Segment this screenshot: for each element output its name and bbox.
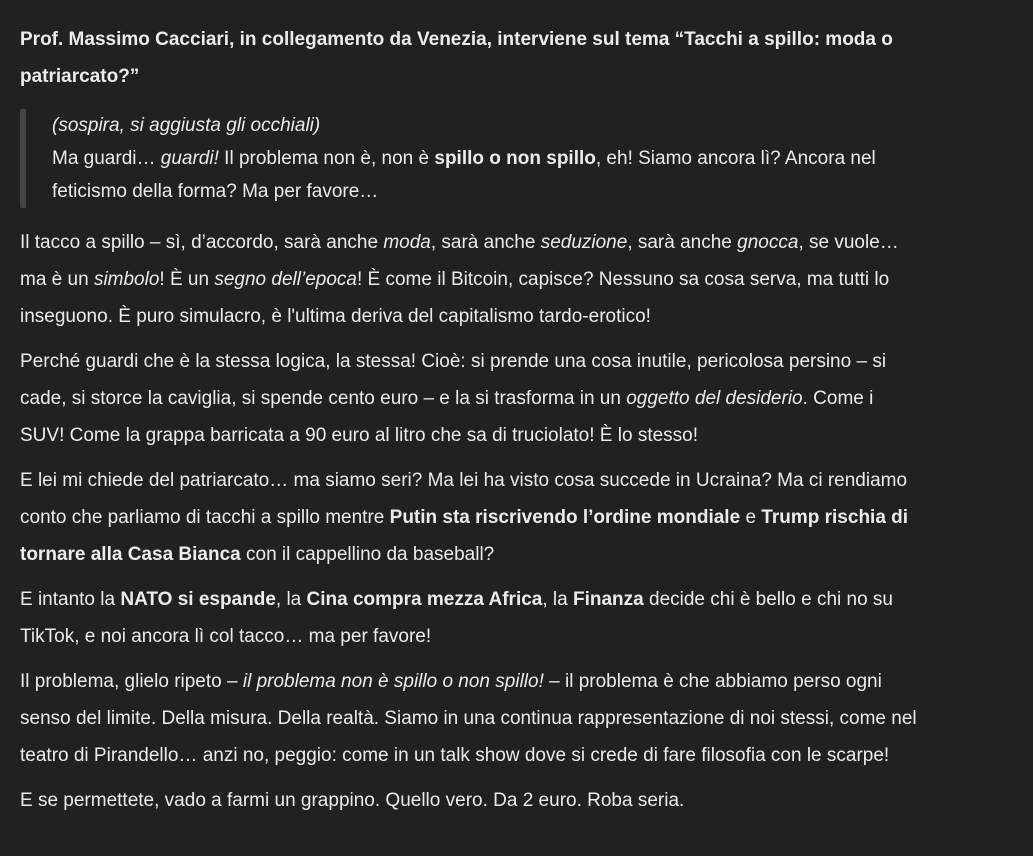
text: conto che parliamo di tacchi a spillo mentre [20,507,390,528]
paragraph-5 [20,663,1033,774]
quote-strong: spillo o non spillo [434,148,596,169]
blockquote [20,109,1033,208]
emphasis: oggetto del desiderio [626,388,803,409]
emphasis: moda [383,232,431,253]
message-heading [20,21,1033,95]
text: , se vuole… [798,232,899,253]
text: , la [275,589,307,610]
strong: Trump rischia di [761,507,909,528]
emphasis: gnocca [737,232,799,253]
paragraph-line: TikTok, e noi ancora lì col tacco… ma per favore! [20,626,432,647]
paragraph-line [20,663,1033,700]
text: , sarà anche [627,232,738,253]
text: Il tacco a spillo – sì, d’accordo, sarà anche [20,232,384,253]
paragraph-line [20,261,1033,298]
emphasis: simbolo [93,269,160,290]
quote-text: Ma guardi… [52,148,161,169]
quote-text: Il problema non è, non è [218,148,435,169]
paragraph-line: E lei mi chiede del patriarcato… ma siamo seri? Ma lei ha visto cosa succede in Ucraina? Ma ci rendiamo [20,470,908,491]
paragraph-line: SUV! Come la grappa barricata a 90 euro al litro che sa di truciolato! È lo stesso! [20,425,699,446]
paragraph-line: Perché guardi che è la stessa logica, la stessa! Cioè: si prende una cosa inutile, pericolosa persino – si [20,351,887,372]
paragraph-2 [20,343,1033,454]
strong: Finanza [572,589,644,610]
text: decide chi è bello e chi no su [643,589,893,610]
paragraph-6 [20,782,1033,819]
paragraph-line [20,536,1033,573]
text: Il problema, glielo ripeto – [20,671,243,692]
quote-text: , eh! Siamo ancora lì? Ancora nel [595,148,876,169]
quote-emphasis: guardi! [160,148,219,169]
paragraph-line [20,380,1033,417]
paragraph-line: teatro di Pirandello… anzi no, peggio: come in un talk show dove si crede di fare filosofia con le scarpe! [20,745,890,766]
text: ! È un [159,269,215,290]
paragraph-line: senso del limite. Della misura. Della realtà. Siamo in una continua rappresentazione di noi stessi, come nel [20,708,917,729]
paragraph-line: inseguono. È puro simulacro, è l'ultima deriva del capitalismo tardo-erotico! [20,306,651,327]
text: cade, si storce la caviglia, si spende cento euro – e la si trasforma in un [20,388,627,409]
text: ! È come il Bitcoin, capisce? Nessuno sa cosa serva, ma tutti lo [356,269,890,290]
paragraph-line: E se permettete, vado a farmi un grappino. Quello vero. Da 2 euro. Roba seria. [20,790,685,811]
paragraph-3 [20,462,1033,573]
text: ma è un [20,269,94,290]
strong: Putin sta riscrivendo l’ordine mondiale [389,507,741,528]
text: – il problema è che abbiamo perso ogni [543,671,882,692]
quote-line-1 [52,142,1033,175]
message-content [20,21,1033,827]
paragraph-line [20,499,1033,536]
strong: Cina compra mezza Africa [306,589,543,610]
paragraph-1 [20,224,1033,335]
text: con il cappellino da baseball? [240,544,495,565]
stage-direction: (sospira, si aggiusta gli occhiali) [52,115,321,136]
text: E intanto la [20,589,121,610]
emphasis: il problema non è spillo o non spillo! [242,671,544,692]
emphasis: segno dell’epoca [214,269,357,290]
strong: tornare alla Casa Bianca [20,544,241,565]
emphasis: seduzione [540,232,628,253]
paragraph-line [20,224,1033,261]
heading-line-2: patriarcato?” [20,66,140,87]
text: . Come i [802,388,874,409]
text: e [740,507,762,528]
text: , la [542,589,573,610]
strong: NATO si espande [120,589,276,610]
heading-line-1: Prof. Massimo Cacciari, in collegamento da Venezia, interviene sul tema “Tacchi a spillo: moda o [20,29,893,50]
paragraph-4 [20,581,1033,655]
paragraph-line [20,581,1033,618]
text: , sarà anche [430,232,541,253]
quote-line-2: feticismo della forma? Ma per favore… [52,181,379,202]
